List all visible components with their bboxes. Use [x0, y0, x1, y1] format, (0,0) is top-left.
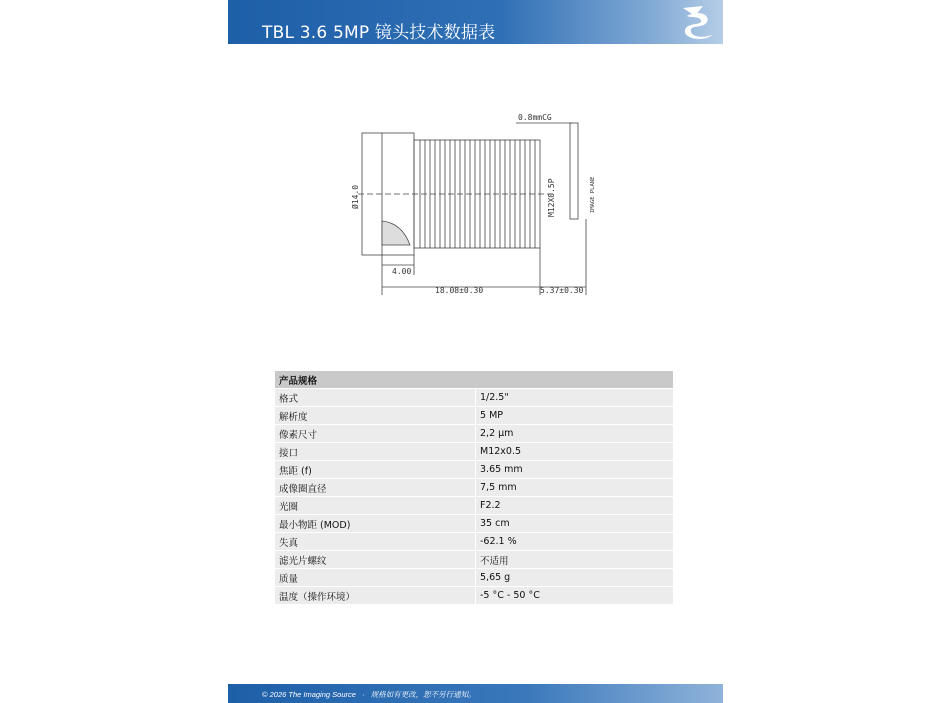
spec-row — [275, 497, 673, 515]
spec-row — [275, 533, 673, 551]
footer-bar — [228, 684, 723, 703]
spec-key: 温度（操作环境） — [275, 587, 476, 605]
spec-row — [275, 515, 673, 533]
spec-value: 5 MP — [476, 407, 674, 425]
header-bar — [228, 0, 723, 44]
page-title: TBL 3.6 5MP 镜头技术数据表 — [262, 23, 496, 43]
dim-length-label: 18.08±0.30 — [435, 286, 484, 295]
spec-key: 最小物距 (MOD) — [275, 515, 476, 533]
dim-back-label: 5.37±0.30 — [540, 286, 584, 295]
spec-value: 35 cm — [476, 515, 674, 533]
dim-diameter-label: Ø14.0 — [351, 184, 360, 209]
dim-thread-label: M12X0.5P — [547, 178, 556, 217]
spec-header-label: 产品规格 — [275, 371, 673, 389]
spec-table — [275, 371, 673, 605]
spec-key: 光圈 — [275, 497, 476, 515]
spec-key: 质量 — [275, 569, 476, 587]
footer-note: 规格如有更改，恕不另行通知。 — [370, 690, 476, 699]
company-logo-icon — [677, 2, 719, 42]
spec-row — [275, 389, 673, 407]
spec-key: 接口 — [275, 443, 476, 461]
spec-row — [275, 407, 673, 425]
spec-key: 像素尺寸 — [275, 425, 476, 443]
footer-copyright: © 2026 The Imaging Source — [262, 690, 356, 699]
spec-value: 1/2.5" — [476, 389, 674, 407]
spec-row — [275, 551, 673, 569]
spec-row — [275, 479, 673, 497]
spec-value: -62.1 % — [476, 533, 674, 551]
spec-value: 不适用 — [476, 551, 674, 569]
spec-row — [275, 425, 673, 443]
spec-row — [275, 461, 673, 479]
footer-separator: · — [362, 690, 365, 699]
spec-key: 滤光片螺纹 — [275, 551, 476, 569]
spec-value: 7,5 mm — [476, 479, 674, 497]
spec-value: F2.2 — [476, 497, 674, 515]
spec-table-header — [275, 371, 673, 389]
spec-key: 焦距 (f) — [275, 461, 476, 479]
spec-value: 2,2 µm — [476, 425, 674, 443]
footer-text — [262, 689, 476, 700]
spec-value: M12x0.5 — [476, 443, 674, 461]
spec-row — [275, 443, 673, 461]
dim-4-label: 4.00 — [392, 267, 412, 276]
spec-key: 失真 — [275, 533, 476, 551]
lens-technical-drawing — [340, 105, 610, 305]
dim-cg-label: 0.8mmCG — [518, 113, 552, 122]
spec-value: 3.65 mm — [476, 461, 674, 479]
spec-key: 解析度 — [275, 407, 476, 425]
spec-row — [275, 569, 673, 587]
spec-row — [275, 587, 673, 605]
spec-value: -5 °C - 50 °C — [476, 587, 674, 605]
image-plane-label: IMAGE PLANE — [590, 176, 596, 213]
spec-key: 成像圈直径 — [275, 479, 476, 497]
spec-key: 格式 — [275, 389, 476, 407]
spec-value: 5,65 g — [476, 569, 674, 587]
image-plane-rect — [570, 123, 578, 219]
